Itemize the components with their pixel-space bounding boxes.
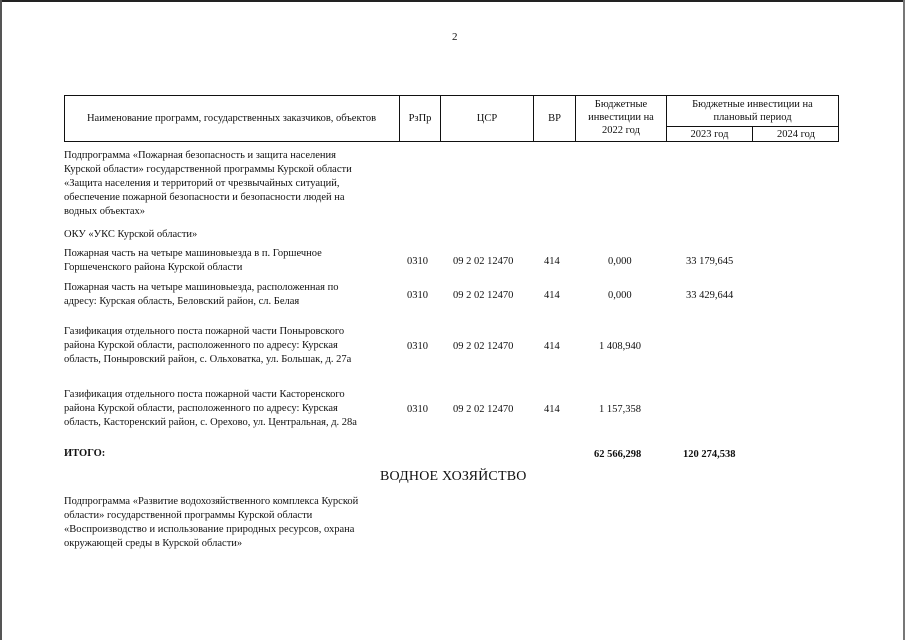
total-2022: 62 566,298 bbox=[594, 449, 642, 460]
scan-border-top bbox=[0, 0, 905, 2]
row-2023: 33 429,644 bbox=[686, 290, 734, 301]
row-vr: 414 bbox=[544, 290, 560, 301]
header-planned-period: Бюджетные инвестиции на плановый период bbox=[692, 99, 813, 123]
row-csr: 09 2 02 12470 bbox=[453, 341, 514, 352]
customer-label: ОКУ «УКС Курской области» bbox=[64, 229, 198, 240]
table-row-name: Пожарная часть на четыре машиновыезда в п. Горшечное Горшеченского района Курской области bbox=[64, 248, 322, 273]
header-csr: ЦСР bbox=[476, 113, 498, 124]
subprogram-fire-safety: Подпрограмма «Пожарная безопасность и защита населения Курской области» государственной программы Курской области «Защита населения и территорий от чрезвычайных ситуаций, обеспечение пожарной безопасности и безопасности людей на водных объектах» bbox=[64, 150, 352, 217]
table-row-name: Газификация отдельного поста пожарной части Поныровского района Курской области, расположенного по адресу: Курская область, Поныровский район, с. Ольховатка, ул. Большак, д. 27а bbox=[64, 326, 352, 365]
header-rzpr: РзПр bbox=[408, 113, 432, 124]
row-2022: 1 157,358 bbox=[599, 404, 641, 415]
header-inv-2022: Бюджетные инвестиции на 2022 год bbox=[588, 99, 654, 136]
table-row-name: Пожарная часть на четыре машиновыезда, расположенная по адресу: Курская область, Беловский район, сл. Белая bbox=[64, 282, 339, 307]
row-csr: 09 2 02 12470 bbox=[453, 256, 514, 267]
row-rzpr: 0310 bbox=[407, 404, 428, 415]
row-2022: 0,000 bbox=[608, 290, 632, 301]
total-2023: 120 274,538 bbox=[683, 449, 736, 460]
header-2024: 2024 год bbox=[777, 129, 815, 140]
total-label: ИТОГО: bbox=[64, 448, 106, 459]
scan-border-left bbox=[0, 0, 2, 640]
subprogram-water: Подпрограмма «Развитие водохозяйственного комплекса Курской области» государственной программы Курской области «Воспроизводство и использование природных ресурсов, охрана окружающей среды в Курской области» bbox=[64, 496, 359, 549]
header-name: Наименование программ, государственных заказчиков, объектов bbox=[86, 113, 377, 124]
row-vr: 414 bbox=[544, 341, 560, 352]
row-2022: 1 408,940 bbox=[599, 341, 641, 352]
row-rzpr: 0310 bbox=[407, 290, 428, 301]
table-row-name: Газификация отдельного поста пожарной части Касторенского района Курской области, расположенного по адресу: Курская область, Касторенский район, с. Орехово, ул. Центральная, д. 28а bbox=[64, 389, 357, 428]
row-csr: 09 2 02 12470 bbox=[453, 404, 514, 415]
row-vr: 414 bbox=[544, 404, 560, 415]
row-2022: 0,000 bbox=[608, 256, 632, 267]
page-number: 2 bbox=[452, 31, 458, 43]
header-2023: 2023 год bbox=[690, 129, 729, 140]
row-vr: 414 bbox=[544, 256, 560, 267]
row-2023: 33 179,645 bbox=[686, 256, 734, 267]
table-header bbox=[64, 95, 839, 142]
row-csr: 09 2 02 12470 bbox=[453, 290, 514, 301]
row-rzpr: 0310 bbox=[407, 341, 428, 352]
row-rzpr: 0310 bbox=[407, 256, 428, 267]
section-title: ВОДНОЕ ХОЗЯЙСТВО bbox=[380, 469, 527, 484]
header-vr: ВР bbox=[548, 113, 561, 124]
